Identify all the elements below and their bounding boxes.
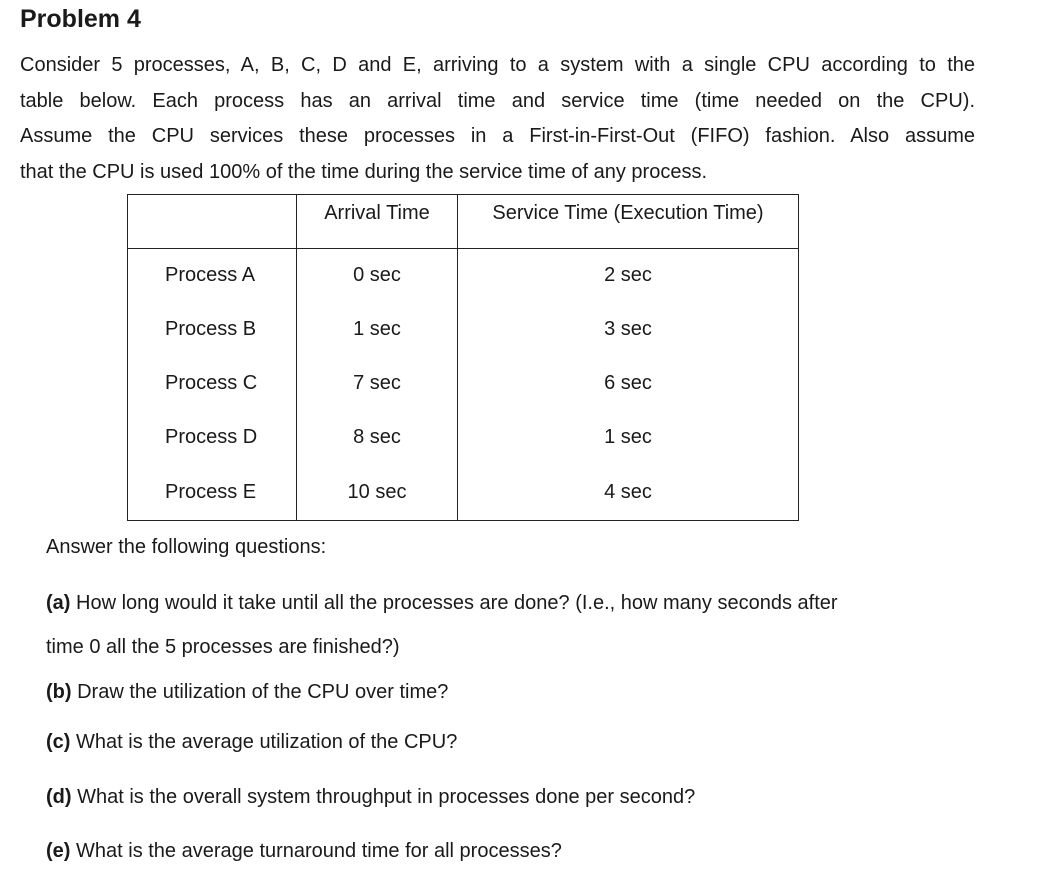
process-name: Process A <box>128 249 297 303</box>
statement-line-3: Assume the CPU services these processes in a First-in-First-Out (FIFO) fashion. Also assume <box>20 125 975 147</box>
service-time: 1 sec <box>458 411 799 465</box>
process-name: Process E <box>128 465 297 521</box>
question-d-label: (d) <box>46 786 72 808</box>
question-b <box>46 678 448 706</box>
process-name: Process D <box>128 411 297 465</box>
statement-line-2: table below. Each process has an arrival time and service time (time needed on the CPU). <box>20 89 975 112</box>
table-header-row <box>128 195 799 249</box>
question-c-label: (c) <box>46 731 71 753</box>
table-row <box>128 357 799 411</box>
header-process <box>128 195 297 249</box>
service-time: 2 sec <box>458 249 799 303</box>
question-e <box>46 837 562 865</box>
question-b-label: (b) <box>46 681 72 703</box>
table-row <box>128 303 799 357</box>
table-row <box>128 249 799 303</box>
question-c-text: What is the average utilization of the CPU? <box>70 731 458 753</box>
table-row <box>128 411 799 465</box>
header-service-time: Service Time (Execution Time) <box>458 195 799 249</box>
question-c <box>46 728 457 756</box>
process-name: Process B <box>128 303 297 357</box>
question-e-text: What is the average turnaround time for all processes? <box>70 840 562 862</box>
statement-line-1: Consider 5 processes, A, B, C, D and E, arriving to a system with a single CPU according to the <box>20 54 975 76</box>
question-a-label: (a) <box>46 592 71 614</box>
process-table <box>127 194 799 521</box>
arrival-time: 8 sec <box>297 411 458 465</box>
arrival-time: 0 sec <box>297 249 458 303</box>
statement-line-4: that the CPU is used 100% of the time during the service time of any process. <box>20 160 708 183</box>
service-time: 4 sec <box>458 465 799 521</box>
question-a-line-1 <box>46 589 838 617</box>
question-a-text: How long would it take until all the processes are done? (I.e., how many seconds after <box>70 592 838 614</box>
service-time: 6 sec <box>458 357 799 411</box>
question-e-label: (e) <box>46 840 71 862</box>
arrival-time: 10 sec <box>297 465 458 521</box>
question-a-line-2: time 0 all the 5 processes are finished?) <box>46 636 400 658</box>
arrival-time: 1 sec <box>297 303 458 357</box>
question-d <box>46 783 695 811</box>
problem-title: Problem 4 <box>20 5 141 33</box>
question-d-text: What is the overall system throughput in processes done per second? <box>71 786 696 808</box>
arrival-time: 7 sec <box>297 357 458 411</box>
answer-instructions: Answer the following questions: <box>46 536 327 558</box>
header-arrival-time: Arrival Time <box>297 195 458 249</box>
question-b-text: Draw the utilization of the CPU over time? <box>71 681 449 703</box>
table-row <box>128 465 799 521</box>
problem-statement <box>20 48 975 190</box>
process-name: Process C <box>128 357 297 411</box>
service-time: 3 sec <box>458 303 799 357</box>
